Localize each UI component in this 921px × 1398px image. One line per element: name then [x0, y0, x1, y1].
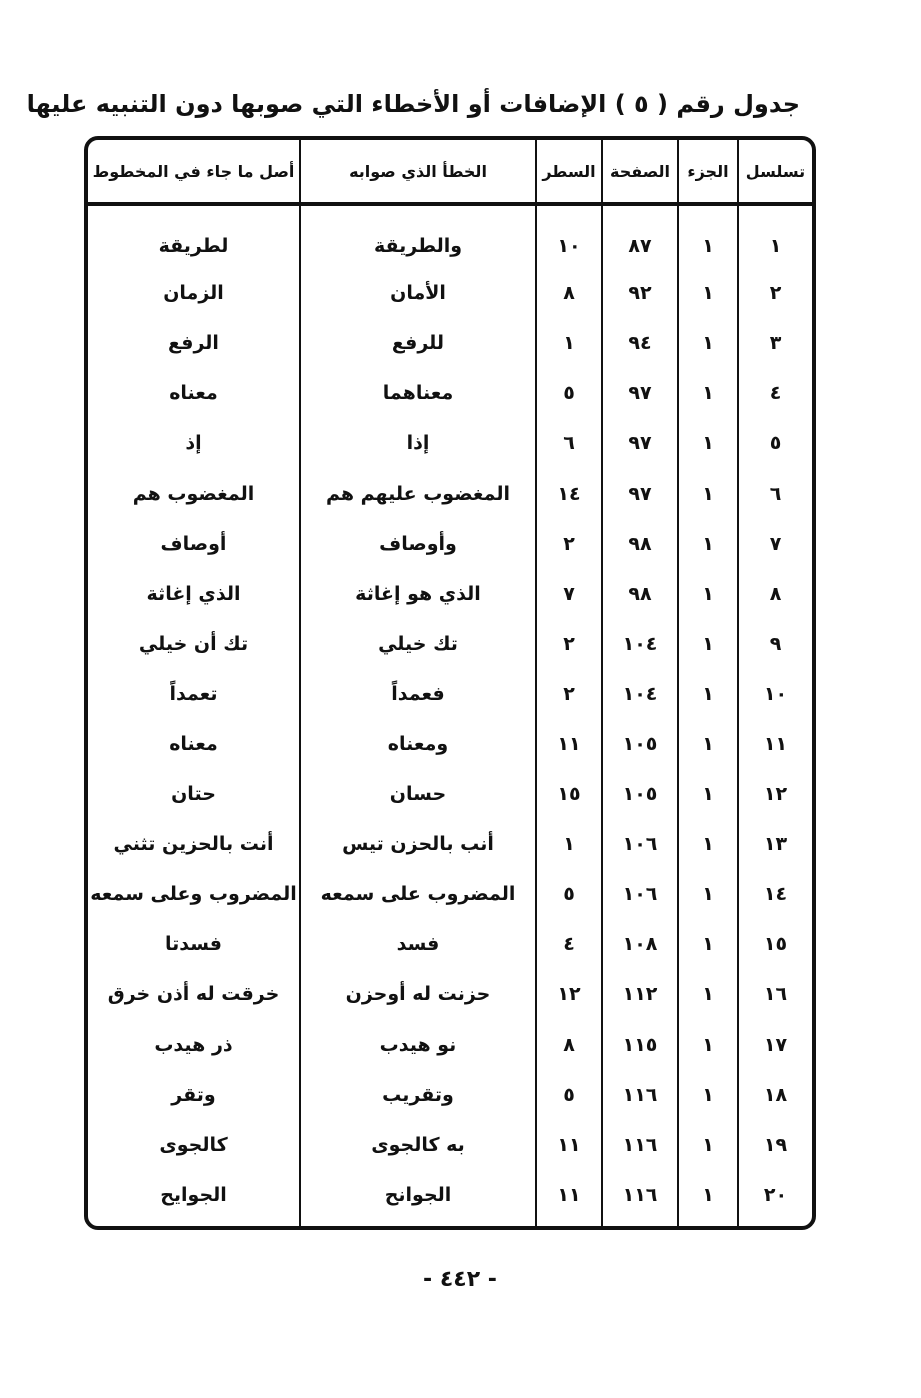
header-correct: الخطأ الذي صوابه	[300, 140, 536, 204]
cell-page: ١٠٤	[602, 669, 678, 719]
header-line: السطر	[536, 140, 602, 204]
cell-part: ١	[678, 368, 738, 418]
cell-part: ١	[678, 1120, 738, 1170]
cell-serial: ١٨	[738, 1070, 812, 1120]
cell-original: معناه	[169, 733, 218, 756]
table-row	[88, 969, 812, 1019]
cell-original: كالجوى	[159, 1133, 228, 1156]
cell-page: ٨٧	[602, 204, 678, 268]
errata-table	[88, 140, 812, 1226]
cell-serial: ٦	[738, 469, 812, 519]
table-row	[88, 619, 812, 669]
cell-page: ١٠٥	[602, 719, 678, 769]
cell-correct: أنب بالحزن تيس	[300, 819, 536, 869]
cell-serial: ١٥	[738, 919, 812, 969]
cell-line: ٦	[536, 418, 602, 468]
cell-correct: وتقريب	[300, 1070, 536, 1120]
cell-part: ١	[678, 669, 738, 719]
cell-part: ١	[678, 819, 738, 869]
cell-correct: حسان	[300, 769, 536, 819]
header-page: الصفحة	[602, 140, 678, 204]
cell-serial: ٢	[738, 268, 812, 318]
cell-serial: ١١	[738, 719, 812, 769]
cell-correct: والطريقة	[300, 204, 536, 268]
table-row	[88, 519, 812, 569]
cell-serial: ١٧	[738, 1020, 812, 1070]
cell-page: ١١٦	[602, 1070, 678, 1120]
cell-serial: ١٩	[738, 1120, 812, 1170]
cell-page: ٩٧	[602, 418, 678, 468]
cell-line: ١٢	[536, 969, 602, 1019]
table-row	[88, 769, 812, 819]
cell-correct: حزنت له أوحزن	[300, 969, 536, 1019]
header-serial: تسلسل	[738, 140, 812, 204]
table-row	[88, 1020, 812, 1070]
cell-correct: فسد	[300, 919, 536, 969]
cell-page: ٩٤	[602, 318, 678, 368]
cell-line: ٨	[536, 1020, 602, 1070]
cell-original: الجوايح	[160, 1183, 227, 1206]
cell-part: ١	[678, 869, 738, 919]
table-row	[88, 1120, 812, 1170]
cell-line: ٨	[536, 268, 602, 318]
cell-original: إذ	[185, 432, 202, 455]
cell-original: أنت بالحزين تثني	[113, 833, 274, 856]
table-row	[88, 919, 812, 969]
cell-serial: ٨	[738, 569, 812, 619]
cell-part: ١	[678, 719, 738, 769]
cell-page: ١١٥	[602, 1020, 678, 1070]
cell-serial: ٣	[738, 318, 812, 368]
cell-line: ١٥	[536, 769, 602, 819]
cell-original: خرقت له أذن خرق	[107, 983, 280, 1006]
cell-serial: ١٦	[738, 969, 812, 1019]
cell-original: تعمداً	[169, 682, 218, 705]
table-title: جدول رقم ( ٥ ) الإضافات أو الأخطاء التي صوبها دون التنبيه عليها	[26, 90, 800, 118]
cell-part: ١	[678, 204, 738, 268]
cell-serial: ٩	[738, 619, 812, 669]
cell-correct: إذا	[300, 418, 536, 468]
errata-table-frame	[84, 136, 816, 1230]
cell-page: ١٠٨	[602, 919, 678, 969]
table-row	[88, 368, 812, 418]
cell-page: ١١٢	[602, 969, 678, 1019]
cell-part: ١	[678, 318, 738, 368]
cell-line: ٤	[536, 919, 602, 969]
cell-correct: به كالجوى	[300, 1120, 536, 1170]
cell-part: ١	[678, 469, 738, 519]
cell-original: المضروب وعلى سمعه	[90, 883, 297, 906]
cell-correct: نو هيدب	[300, 1020, 536, 1070]
page-number: - ٤٤٢ -	[423, 1267, 497, 1292]
table-row	[88, 268, 812, 318]
cell-correct: الجوانح	[300, 1170, 536, 1226]
cell-page: ١٠٦	[602, 869, 678, 919]
cell-line: ١١	[536, 1170, 602, 1226]
cell-correct: الأمان	[300, 268, 536, 318]
cell-part: ١	[678, 268, 738, 318]
cell-original: أوصاف	[160, 532, 227, 555]
table-row	[88, 318, 812, 368]
cell-correct: المضروب على سمعه	[300, 869, 536, 919]
cell-serial: ٧	[738, 519, 812, 569]
cell-correct: تك خيلي	[300, 619, 536, 669]
cell-original: معناه	[169, 382, 218, 405]
cell-serial: ١٣	[738, 819, 812, 869]
cell-correct: ومعناه	[300, 719, 536, 769]
cell-original: وتقر	[171, 1083, 216, 1106]
cell-original: حتان	[171, 783, 216, 806]
table-row	[88, 418, 812, 468]
cell-part: ١	[678, 769, 738, 819]
cell-original: ذر هيدب	[154, 1033, 233, 1056]
cell-original: المغضوب هم	[132, 482, 255, 505]
cell-page: ١١٦	[602, 1170, 678, 1226]
table-row	[88, 819, 812, 869]
table-row	[88, 669, 812, 719]
table-row	[88, 869, 812, 919]
cell-line: ٢	[536, 619, 602, 669]
header-part: الجزء	[678, 140, 738, 204]
cell-correct: للرفع	[300, 318, 536, 368]
cell-correct: معناهما	[300, 368, 536, 418]
cell-line: ١٠	[536, 204, 602, 268]
cell-serial: ١٢	[738, 769, 812, 819]
cell-page: ٩٢	[602, 268, 678, 318]
cell-original: فسدتا	[164, 933, 223, 956]
cell-serial: ٥	[738, 418, 812, 468]
cell-line: ١١	[536, 1120, 602, 1170]
cell-part: ١	[678, 1020, 738, 1070]
cell-page: ٩٨	[602, 569, 678, 619]
table-row	[88, 569, 812, 619]
cell-page: ١١٦	[602, 1120, 678, 1170]
cell-line: ٥	[536, 869, 602, 919]
cell-correct: وأوصاف	[300, 519, 536, 569]
table-row	[88, 1170, 812, 1226]
table-row	[88, 1070, 812, 1120]
cell-serial: ٤	[738, 368, 812, 418]
cell-line: ١٤	[536, 469, 602, 519]
cell-original: لطريقة	[158, 235, 229, 258]
cell-line: ١	[536, 318, 602, 368]
cell-correct: المغضوب عليهم هم	[300, 469, 536, 519]
cell-part: ١	[678, 1170, 738, 1226]
cell-page: ١٠٤	[602, 619, 678, 669]
cell-part: ١	[678, 569, 738, 619]
cell-line: ٥	[536, 1070, 602, 1120]
cell-part: ١	[678, 418, 738, 468]
cell-part: ١	[678, 1070, 738, 1120]
cell-line: ١١	[536, 719, 602, 769]
cell-part: ١	[678, 619, 738, 669]
cell-correct: فعمداً	[300, 669, 536, 719]
cell-part: ١	[678, 969, 738, 1019]
cell-original: الذي إغاثة	[146, 582, 241, 605]
cell-line: ٢	[536, 669, 602, 719]
cell-part: ١	[678, 519, 738, 569]
cell-page: ٩٨	[602, 519, 678, 569]
cell-line: ١	[536, 819, 602, 869]
header-original: أصل ما جاء في المخطوط	[88, 140, 300, 204]
cell-line: ٧	[536, 569, 602, 619]
table-header-row	[88, 140, 812, 204]
cell-page: ٩٧	[602, 368, 678, 418]
cell-original: الرفع	[168, 332, 219, 355]
cell-serial: ١٤	[738, 869, 812, 919]
cell-line: ٥	[536, 368, 602, 418]
cell-page: ١٠٥	[602, 769, 678, 819]
cell-page: ٩٧	[602, 469, 678, 519]
cell-serial: ١٠	[738, 669, 812, 719]
cell-line: ٢	[536, 519, 602, 569]
table-row	[88, 204, 812, 268]
cell-serial: ٢٠	[738, 1170, 812, 1226]
table-row	[88, 719, 812, 769]
cell-serial: ١	[738, 204, 812, 268]
cell-original: الزمان	[163, 282, 224, 305]
cell-page: ١٠٦	[602, 819, 678, 869]
cell-original: تك أن خيلي	[138, 632, 249, 655]
cell-part: ١	[678, 919, 738, 969]
cell-correct: الذي هو إغاثة	[300, 569, 536, 619]
table-row	[88, 469, 812, 519]
